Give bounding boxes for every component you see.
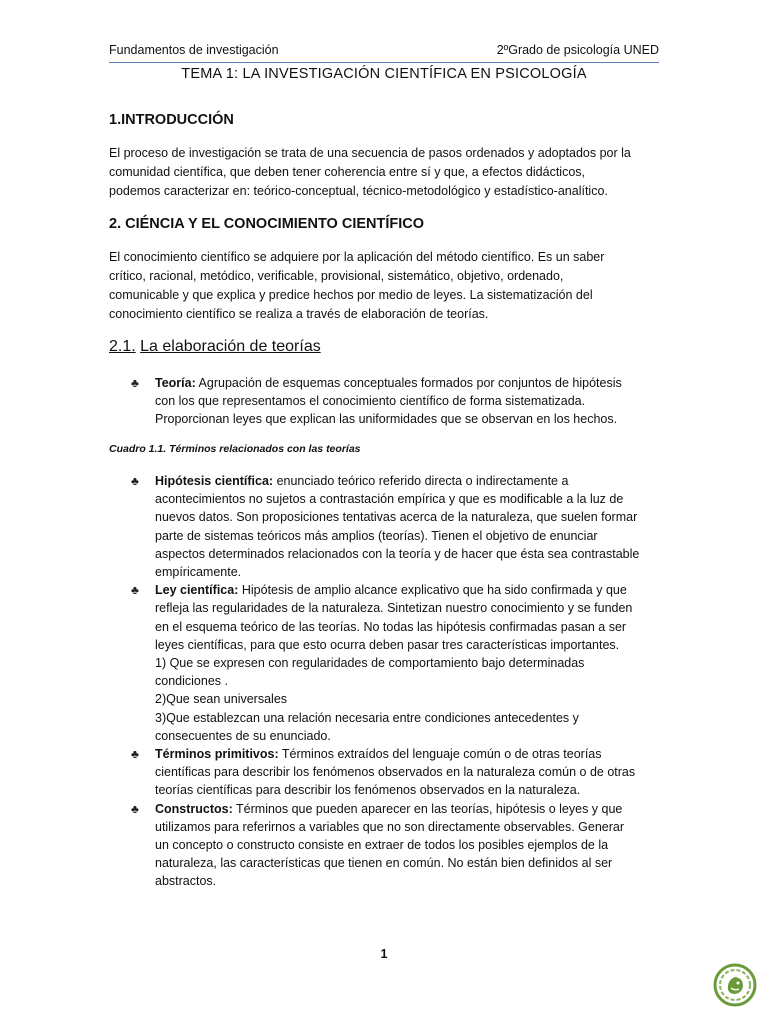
term-label: Hipótesis científica:	[155, 474, 274, 488]
list-item	[109, 472, 669, 581]
text-line: condiciones .	[155, 674, 228, 689]
text-line: leyes científicas, para que esto ocurra deben pasar tres características importantes.	[155, 637, 620, 652]
text-line: teorías científicas para describir los fenómenos observados en la naturaleza.	[155, 783, 581, 798]
document-title: TEMA 1: LA INVESTIGACIÓN CIENTÍFICA EN PSICOLOGÍA	[181, 66, 587, 82]
text-line: nuevos datos. Son proposiciones tentativas acerca de la naturaleza, que suelen formar	[155, 510, 638, 525]
text-line: abstractos.	[155, 874, 217, 889]
text-line: consecuentes de su enunciado.	[155, 728, 331, 743]
club-bullet-icon: ♣	[131, 376, 139, 390]
page-number: 1	[380, 947, 388, 961]
paragraph-introduccion	[109, 144, 659, 201]
club-bullet-icon: ♣	[131, 474, 139, 488]
header-divider	[109, 62, 659, 63]
text-line: naturaleza, las características que tienen en común. No están bien definidos al ser	[155, 856, 613, 871]
text-line: conocimiento científico se realiza a través de elaboración de teorías.	[109, 307, 489, 321]
term-label: Términos primitivos:	[155, 747, 279, 762]
list-item	[109, 374, 669, 429]
subsection-heading-teorias	[109, 338, 321, 356]
text-line: un concepto o constructo consiste en extraer de todos los posibles ejemplos de la	[155, 838, 609, 853]
text-line: comunicable y que explica y predice hechos por medio de leyes. La sistematización del	[109, 288, 593, 302]
text-line: empíricamente.	[155, 565, 242, 580]
text-line: crítico, racional, metódico, verificable, provisional, sistemático, objetivo, ordenado,	[109, 269, 564, 283]
paragraph-ciencia	[109, 248, 659, 324]
text-line: Agrupación de esquemas conceptuales formados por conjuntos de hipótesis	[198, 376, 622, 390]
club-bullet-icon: ♣	[131, 747, 139, 762]
text-line: enunciado teórico referido directa o indirectamente a	[276, 474, 569, 488]
section-heading-ciencia: 2. CIÉNCIA Y EL CONOCIMIENTO CIENTÍFICO	[109, 216, 425, 232]
text-line: científicas para describir los fenómenos observados en la naturaleza común o de otras	[155, 765, 636, 780]
teoria-list	[109, 374, 669, 429]
text-line: Términos que pueden aparecer en las teorías, hipótesis o leyes y que	[236, 801, 623, 816]
text-line: 2)Que sean universales	[155, 692, 288, 707]
list-item	[109, 800, 669, 891]
terms-list	[109, 472, 669, 891]
text-line: Términos extraídos del lenguaje común o de otras teorías	[281, 747, 602, 762]
subsection-title: La elaboración de teorías	[140, 338, 321, 355]
club-bullet-icon: ♣	[131, 583, 139, 598]
term-label: Teoría:	[155, 376, 196, 390]
header-degree: 2ºGrado de psicología UNED	[496, 43, 659, 57]
text-line: utilizamos para referirnos a variables que no son directamente observables. Generar	[155, 819, 624, 834]
text-line: El proceso de investigación se trata de una secuencia de pasos ordenados y adoptados por la	[109, 146, 631, 160]
list-item	[109, 745, 669, 800]
lion-logo-icon	[713, 963, 757, 1007]
section-heading-introduccion: 1.INTRODUCCIÓN	[109, 112, 234, 128]
text-line: Proporcionan leyes que explican las uniformidades que se observan en los hechos.	[155, 412, 618, 427]
text-line: con los que representamos el conocimiento científico de forma sistematizada.	[155, 394, 586, 409]
text-line: 3)Que establezcan una relación necesaria entre condiciones antecedentes y	[155, 710, 579, 725]
text-line: aspectos determinados relacionados con la teoría y de hacer que ésta sea contrastable	[155, 546, 640, 561]
text-line: Hipótesis de amplio alcance explicativo que ha sido confirmada y que	[241, 583, 627, 598]
text-line: El conocimiento científico se adquiere por la aplicación del método científico. Es un saber	[109, 250, 605, 264]
term-label: Constructos:	[155, 801, 233, 816]
club-bullet-icon: ♣	[131, 801, 139, 816]
text-line: 1) Que se expresen con regularidades de comportamiento bajo determinadas	[155, 656, 585, 671]
table-caption: Cuadro 1.1. Términos relacionados con las teorías	[109, 443, 361, 455]
term-label: Ley científica:	[155, 583, 239, 598]
text-line: comunidad científica, que deben tener coherencia entre sí y que, a efectos didácticos,	[109, 165, 585, 179]
text-line: acontecimientos no sujetos a contrastación empírica y que es modificable a la luz de	[155, 492, 624, 507]
text-line: refleja las regularidades de la naturaleza. Sintetizan nuestro conocimiento y se funden	[155, 601, 633, 616]
list-item	[109, 581, 669, 745]
subsection-number: 2.1.	[109, 338, 136, 355]
text-line: en el esquema teórico de las teorías. No todas las hipótesis confirmadas pasan a ser	[155, 619, 627, 634]
text-line: podemos caracterizar en: teórico-conceptual, técnico-metodológico y estadístico-analítico.	[109, 184, 608, 198]
header-course: Fundamentos de investigación	[109, 43, 279, 57]
text-line: parte de sistemas teóricos más amplios (teorías). Tienen el objetivo de enunciar	[155, 528, 598, 543]
